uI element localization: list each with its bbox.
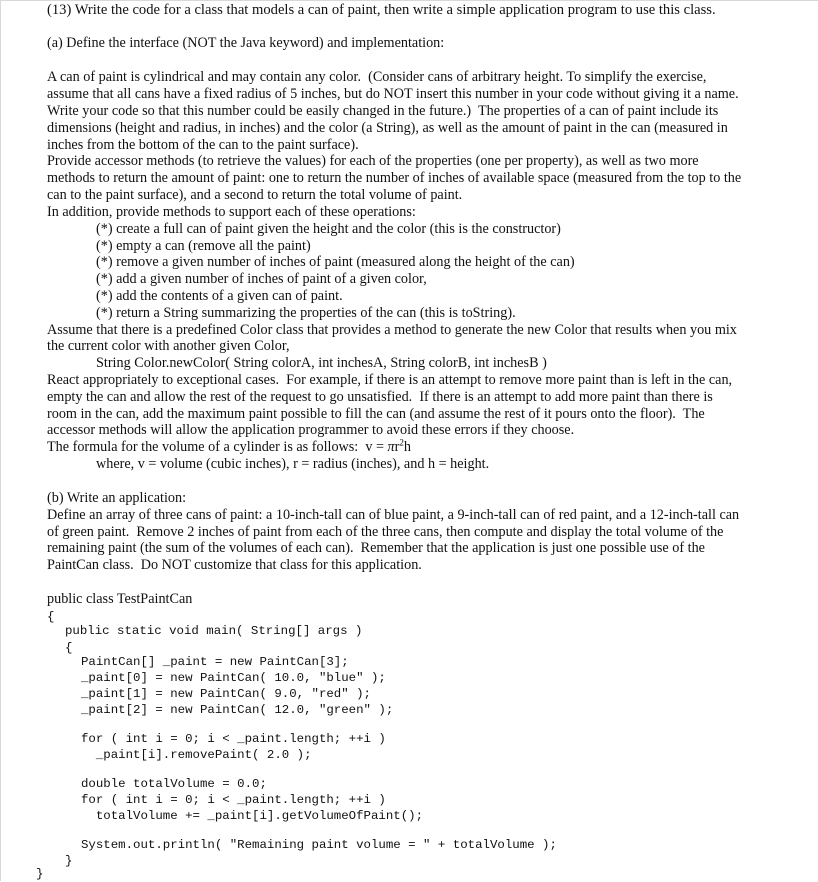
text-line: methods to return the amount of paint: one to return the number of inches of available space (measured from the top to the xyxy=(47,170,742,186)
part-b-heading: (b) Write an application: xyxy=(47,490,187,506)
text-line: the current color with another given Color, xyxy=(47,338,290,354)
code-line: _paint[0] = new PaintCan( 10.0, "blue" ); xyxy=(81,671,386,685)
formula-exponent: 2 xyxy=(399,437,404,448)
list-item: (*) remove a given number of inches of paint (measured along the height of the can) xyxy=(96,254,575,270)
list-item: (*) add the contents of a given can of paint. xyxy=(96,288,343,304)
formula-definitions: where, v = volume (cubic inches), r = radius (inches), and h = height. xyxy=(96,456,490,472)
formula-h: h xyxy=(403,439,411,455)
formula-r: r xyxy=(394,439,400,455)
text-line: Define an array of three cans of paint: a 10-inch-tall can of blue paint, a 9-inch-tall can of red paint, and a 12-inch-tall can xyxy=(47,507,740,523)
question-title: (13) Write the code for a class that models a can of paint, then write a simple application program to use this class. xyxy=(47,2,716,18)
main-signature: public static void main( String[] args ) xyxy=(65,624,363,638)
main-open-brace: { xyxy=(65,641,73,655)
page-border-top xyxy=(0,0,818,1)
text-line: Write your code so that this number could be easily changed in the future.) The properties of a can of paint include its xyxy=(47,103,719,119)
formula-label: The formula for the volume of a cylinder is as follows: v = xyxy=(47,439,388,455)
volume-formula xyxy=(47,439,411,456)
formula-pi: π xyxy=(387,439,395,455)
text-line: of green paint. Remove 2 inches of paint from each of the three cans, then compute and display the total volume of the xyxy=(47,524,724,540)
code-line: _paint[2] = new PaintCan( 12.0, "green" ); xyxy=(81,703,394,717)
code-line: for ( int i = 0; i < _paint.length; ++i ) xyxy=(81,732,386,746)
code-line: _paint[i].removePaint( 2.0 ); xyxy=(81,748,312,762)
page-border-left xyxy=(0,0,1,881)
method-signature: String Color.newColor( String colorA, int inchesA, String colorB, int inchesB ) xyxy=(96,355,547,371)
text-line: assume that all cans have a fixed radius of 5 inches, but do NOT insert this number in your code without giving it a name. xyxy=(47,86,739,102)
part-a-heading: (a) Define the interface (NOT the Java keyword) and implementation: xyxy=(47,35,445,51)
print-statement: System.out.println( "Remaining paint volume = " + totalVolume ); xyxy=(81,838,557,852)
text-line: can to the paint surface), and a second to return the total volume of paint. xyxy=(47,187,463,203)
list-item: (*) return a String summarizing the properties of the can (this is toString). xyxy=(96,305,516,321)
text-line: remaining paint (the sum of the volumes of each can). Remember that the application is just one possible use of the xyxy=(47,540,705,556)
text-line: empty the can and allow the rest of the request to go unsatisfied. If there is an attempt to add more paint than there is xyxy=(47,389,713,405)
code-line: totalVolume += _paint[i].getVolumeOfPaint(); xyxy=(81,809,424,823)
code-line: _paint[1] = new PaintCan( 9.0, "red" ); xyxy=(81,687,371,701)
text-line: PaintCan class. Do NOT customize that class for this application. xyxy=(47,557,422,573)
part-a-paragraph-3: In addition, provide methods to support each of these operations: xyxy=(47,204,416,220)
text-line: Provide accessor methods (to retrieve the values) for each of the properties (one per property), as well as two more xyxy=(47,153,699,169)
list-item: (*) empty a can (remove all the paint) xyxy=(96,238,311,254)
code-line: for ( int i = 0; i < _paint.length; ++i ) xyxy=(81,793,386,807)
text-line: inches from the bottom of the can to the paint surface). xyxy=(47,137,359,153)
list-item: (*) create a full can of paint given the height and the color (this is the constructor) xyxy=(96,221,561,237)
text-line: accessor methods will allow the application programmer to avoid these errors if they choose. xyxy=(47,422,575,438)
class-declaration: public class TestPaintCan xyxy=(47,591,193,607)
class-open-brace: { xyxy=(47,610,55,624)
text-line: dimensions (height and radius, in inches) and the color (a String), as well as the amount of paint in the can (measured in xyxy=(47,120,728,136)
class-close-brace: } xyxy=(36,867,44,881)
code-line: double totalVolume = 0.0; xyxy=(81,777,267,791)
code-line: PaintCan[] _paint = new PaintCan[3]; xyxy=(81,655,349,669)
text-line: room in the can, add the maximum paint possible to fill the can (and assume the rest of it pours onto the floor). The xyxy=(47,406,705,422)
text-line: A can of paint is cylindrical and may contain any color. (Consider cans of arbitrary height. To simplify the exercise, xyxy=(47,69,707,85)
list-item: (*) add a given number of inches of paint of a given color, xyxy=(96,271,427,287)
main-close-brace: } xyxy=(65,854,73,868)
text-line: Assume that there is a predefined Color class that provides a method to generate the new Color that results when you mix xyxy=(47,322,737,338)
text-line: React appropriately to exceptional cases. For example, if there is an attempt to remove more paint than is left in the can, xyxy=(47,372,733,388)
